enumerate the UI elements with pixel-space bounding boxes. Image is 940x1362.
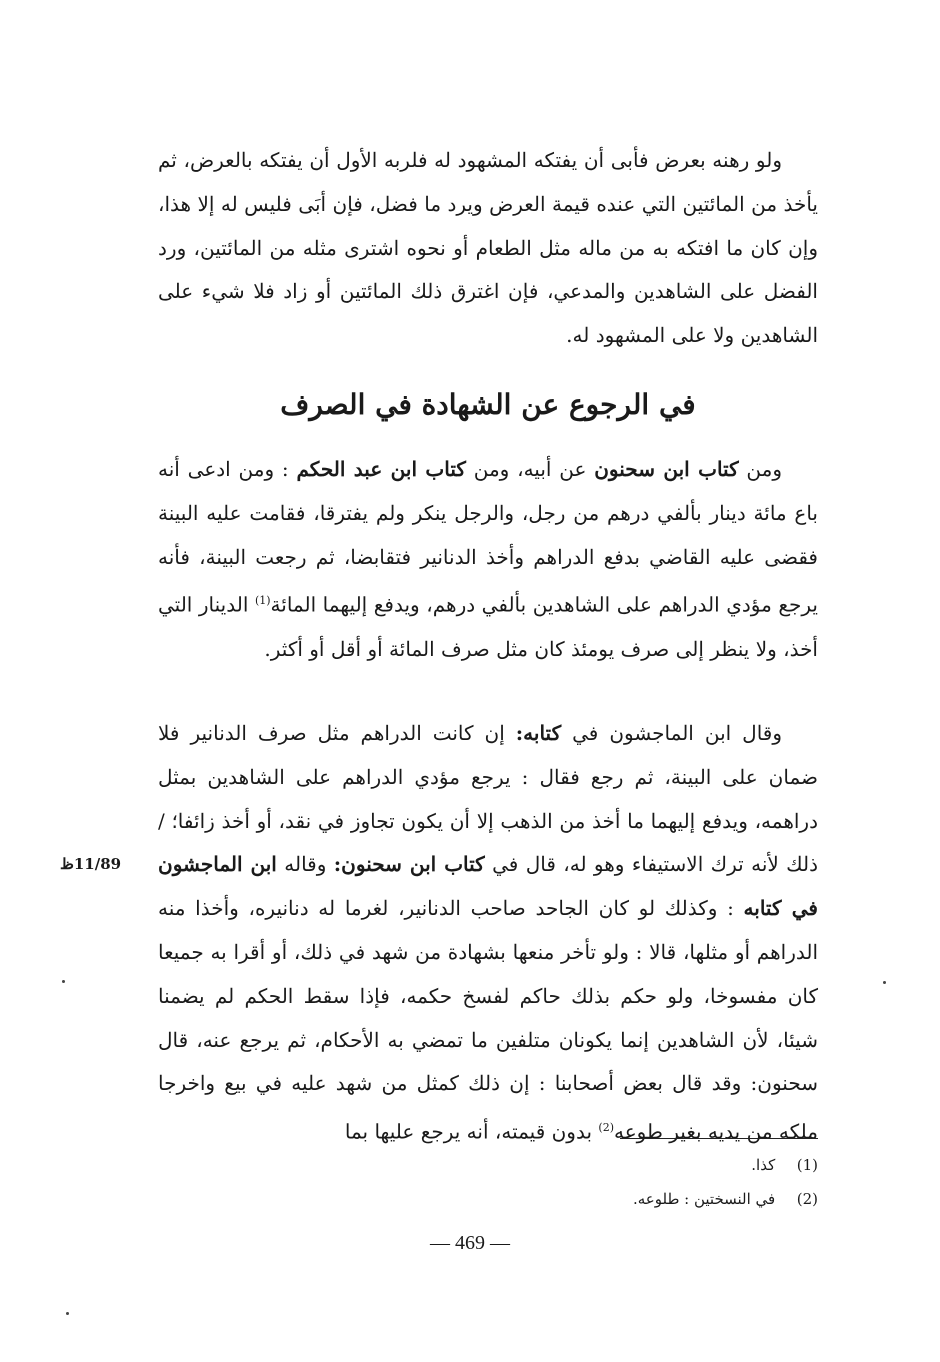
top-paragraph: ولو رهنه بعرض فأبى أن يفتكه المشهود له فلربه الأول أن يفتكه بالعرض، ثم يأخذ من المائتين التي عنده قيمة العرض ويرد ما فضل، فإن أبَى فليس له إلا هذا، وإن كان ما افتكه به من ماله مثل الطعام أو نحوه اشترى مثله من المائتين، ورد الفضل على الشاهدين والمدعي، فإن اغترق ذلك المائتين أو زاد فلا شيء على الشاهدين ولا على المشهود له.	[158, 148, 818, 348]
footnote-ref-1: (1)	[254, 594, 271, 608]
footnote-separator	[620, 1138, 818, 1139]
paragraph-2-block	[158, 448, 818, 672]
p3-lead: وقال ابن الماجشون في	[572, 721, 783, 745]
p2-source-ibn-abd-alhakam: كتاب ابن عبد الحكم	[296, 457, 466, 481]
p3-source-ibn-sahnun: كتاب ابن سحنون:	[333, 852, 485, 877]
p2-lead: ومن	[746, 457, 783, 481]
p2-mid: عن أبيه، ومن	[473, 457, 587, 481]
p2-tail: الدينار التي أخذ، ولا ينظر إلى صرف يومئذ كان مثل صرف المائة أو أقل أو أكثر.	[158, 593, 818, 661]
section-heading: في الرجوع عن الشهادة في الصرف	[280, 388, 696, 421]
footnote-1-number: (1)	[796, 1156, 818, 1174]
p2-source-ibn-sahnun: كتاب ابن سحنون	[594, 457, 739, 481]
paragraph-2	[158, 448, 818, 672]
p3-body-2: وقاله	[284, 852, 327, 877]
p3-body-1: إن كانت الدراهم مثل صرف الدنانير فلا ضمان على البينة، ثم رجع فقال : يرجع مؤدي الدراهم على الشاهدين بمثل دراهمه، ويدفع إليهما ما أخذ من الذهب إلا أن يكون تجاوز في نقد، أو أخذ زائفا؛ / ذلك لأنه ترك الاستيفاء وهو له، قال في	[158, 721, 819, 877]
scan-speck	[66, 1312, 69, 1315]
margin-manuscript-ref: 11/89ظ	[60, 855, 122, 873]
footnote-2	[500, 1182, 818, 1216]
footnote-2-number: (2)	[796, 1190, 818, 1208]
p3-body-4: بدون قيمته، أنه يرجع عليها بما	[344, 1119, 593, 1144]
paragraph-3-block	[158, 712, 818, 1155]
scan-speck	[883, 981, 886, 984]
p2-body: : ومن ادعى أنه باع مائة دينار بألفي درهم من رجل، والرجل ينكر ولم يفترقا، فقامت عليه البينة فقضى عليه القاضي بدفع الدراهم وأخذ الدنانير فتقابضا، ثم رجعت البينة، فأنه يرجع مؤدي الدراهم على الشاهدين بألفي درهم، ويدفع إليهما المائة	[158, 457, 818, 618]
p3-source-ibn-majishun: ابن الماجشون في كتابه	[158, 852, 818, 921]
footnote-ref-2: (2)	[598, 1121, 614, 1135]
p3-body-3: : وكذلك لو كان الجاحد صاحب الدنانير، لغرما له دنانيره، وأخذا منه الدراهم أو مثلها، قالا : ولو تأخر منعها بشهادة من شهد في ذلك، أو أقرا به جميعا كان مفسوخا، ولو حكم بذلك حاكم لفسخ حكمه، فإذا سقط الحكم لم يضمنا شيئا، لأن الشاهدين إنما يكونان متلفين ما تمضي به الأحكام، ثم يرجع عنه، قال سحنون: وقد قال بعض أصحابنا : إن ذلك كمثل من شهد عليه في بيع واخرجا ملكه من يديه بغير طوعه	[158, 896, 818, 1144]
footnote-1	[500, 1148, 818, 1182]
footnote-1-text: كذا.	[751, 1156, 776, 1174]
top-paragraph-block	[158, 139, 818, 358]
scan-speck	[62, 980, 65, 983]
footnote-2-text: في النسختين : طلوعه.	[632, 1190, 776, 1208]
p3-source-kitabih: كتابه:	[515, 721, 562, 745]
footnotes	[500, 1148, 818, 1216]
paragraph-3	[158, 712, 818, 1155]
page-number: — 469 —	[430, 1232, 510, 1254]
